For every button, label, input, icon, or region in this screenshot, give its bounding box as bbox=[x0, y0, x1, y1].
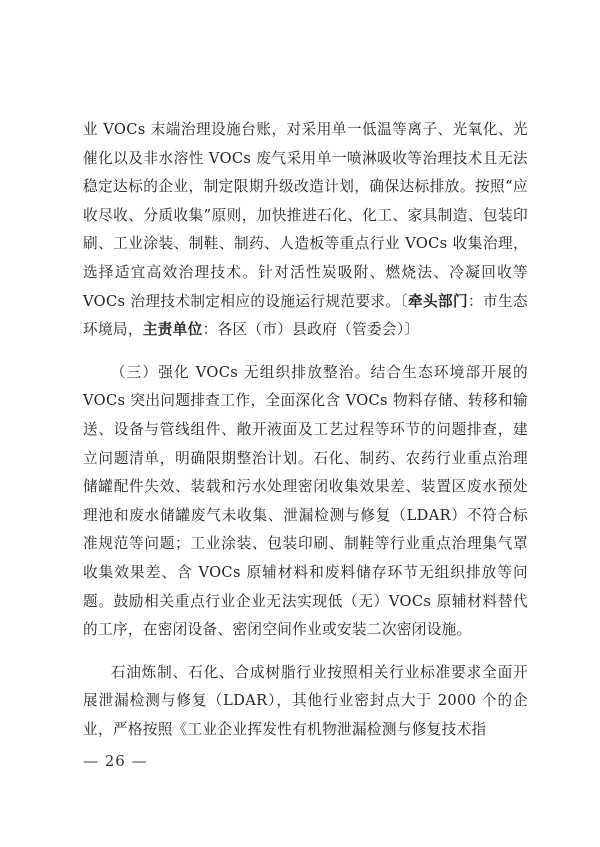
paragraph-unorganized-emission bbox=[83, 359, 528, 645]
text-span: 业 VOCs 末端治理设施台账，对采用单一低温等离子、光氧化、光催化以及非水溶性 VOCs 废气采用单一喷淋吸收等治理技术且无法稳定达标的企业，制定限期升级改造计划，确保达标排放。按照“应收尽收、分质收集”原则，加快推进石化、化工、家具制造、包装印刷、工业涂装、制鞋、制药、人造板等重点行业 VOCs 收集治理，选择适宜高效治理技术。针对活性炭吸附、燃烧法、冷凝回收等 VOCs 治理技术制定相应的设施运行规范要求。〔 bbox=[83, 121, 528, 310]
paragraph-gap bbox=[83, 645, 528, 659]
page-number: — 26 — bbox=[83, 752, 148, 770]
responsible-unit-label: 主责单位 bbox=[142, 321, 203, 339]
paragraph-vocs-end-treatment bbox=[83, 116, 528, 345]
text-span: ：市生态环境局， bbox=[83, 292, 528, 339]
document-body bbox=[83, 116, 528, 744]
text-span: 石油炼制、石化、合成树脂行业按照相关行业标准要求全面开展泄漏检测与修复（LDAR），其他行业密封点大于 2000 个的企业，严格按照《工业企业挥发性有机物泄漏检测与修复技术指 bbox=[83, 663, 528, 738]
paragraph-gap bbox=[83, 345, 528, 359]
lead-department-label: 牵头部门 bbox=[408, 292, 469, 310]
text-span: ：各区（市）县政府（管委会）〕 bbox=[202, 321, 420, 339]
paragraph-ldar bbox=[83, 659, 528, 745]
text-span: （三）强化 VOCs 无组织排放整治。结合生态环境部开展的 VOCs 突出问题排查工作，全面深化含 VOCs 物料存储、转移和输送、设备与管线组件、敞开液面及工艺过程等环节的问题排查，建立问题清单，明确限期整治计划。石化、制药、农药行业重点治理储罐配件失效、装载和污水处理密闭收集效果差、装置区废水预处理池和废水储罐废气未收集、泄漏检测与修复（LDAR）不符合标准规范等问题；工业涂装、包装印刷、制鞋等行业重点治理集气罩收集效果差、含 VOCs 原辅材料和废料储存环节无组织排放等问题。鼓励相关重点行业企业无法实现低（无）VOCs 原辅材料替代的工序，在密闭设备、密闭空间作业或安装二次密闭设施。 bbox=[83, 363, 528, 639]
